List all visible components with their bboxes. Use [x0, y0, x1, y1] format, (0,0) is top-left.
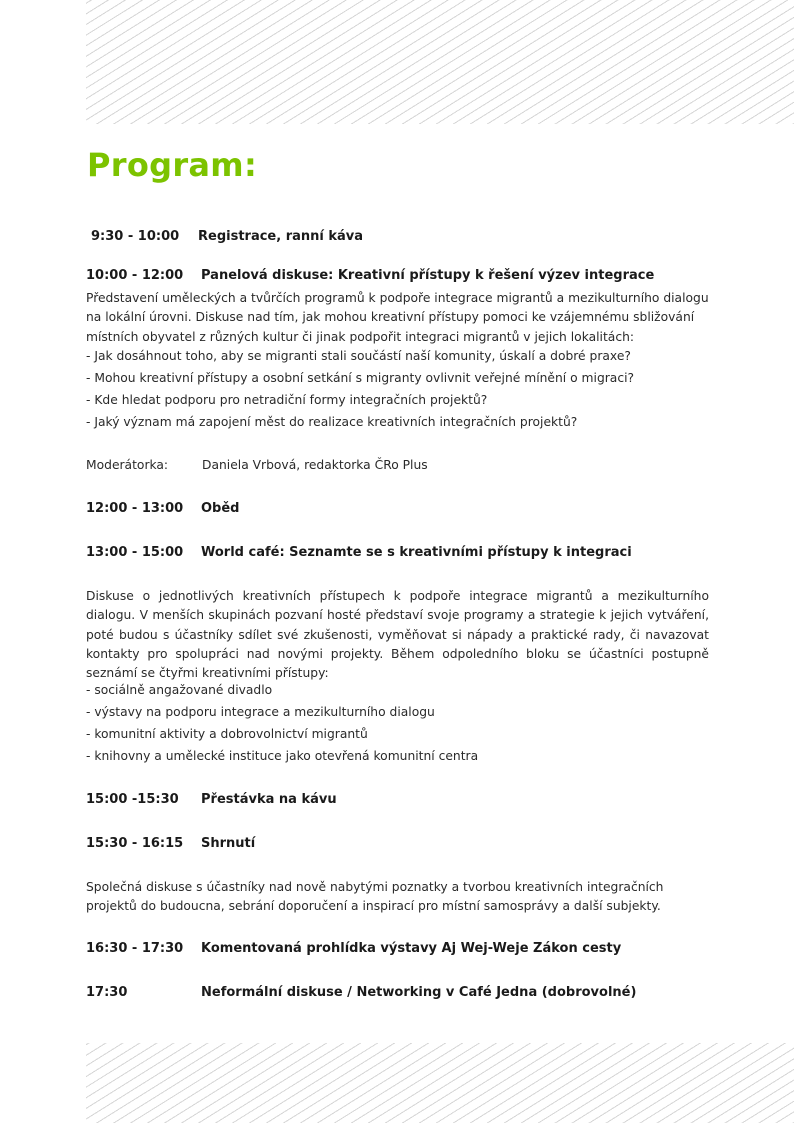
schedule-time: 15:00 -15:30 — [86, 792, 179, 807]
moderator-line — [86, 458, 428, 472]
schedule-time: 12:00 - 13:00 — [86, 501, 184, 516]
summary-description: Společná diskuse s účastníky nad nově nabytými poznatky a tvorbou kreativních integračních projektů do budoucna, sebrání doporučení a inspirací pro místní samosprávy a další subjekty. — [86, 880, 664, 914]
worldcafe-item: - výstavy na podporu integrace a mezikulturního dialogu — [86, 705, 435, 719]
schedule-time: 17:30 — [86, 985, 128, 1000]
schedule-label: Panelová diskuse: Kreativní přístupy k řešení výzev integrace — [201, 268, 655, 283]
schedule-time: 15:30 - 16:15 — [86, 836, 184, 851]
moderator-label: Moderátorka: — [86, 458, 169, 472]
schedule-label: Registrace, ranní káva — [198, 229, 364, 244]
schedule-label: Přestávka na kávu — [201, 792, 337, 807]
decorative-hatch-top — [86, 0, 794, 124]
decorative-hatch-bottom — [86, 1043, 794, 1123]
schedule-label: World café: Seznamte se s kreativními přístupy k integraci — [201, 545, 632, 560]
schedule-time: 13:00 - 15:00 — [86, 545, 184, 560]
schedule-time: 9:30 - 10:00 — [91, 229, 180, 244]
page-title: Program: — [87, 146, 258, 184]
worldcafe-item: - sociálně angažované divadlo — [86, 683, 273, 697]
panel-question: - Kde hledat podporu pro netradiční formy integračních projektů? — [86, 393, 488, 407]
panel-question: - Mohou kreativní přístupy a osobní setkání s migranty ovlivnit veřejné mínění o migraci? — [86, 371, 635, 385]
schedule-label: Neformální diskuse / Networking v Café Jedna (dobrovolné) — [201, 985, 637, 1000]
worldcafe-item: - knihovny a umělecké instituce jako otevřená komunitní centra — [86, 749, 479, 763]
panel-question: - Jaký význam má zapojení měst do realizace kreativních integračních projektů? — [86, 415, 578, 429]
schedule-label: Shrnutí — [201, 836, 256, 851]
schedule-label: Komentovaná prohlídka výstavy Aj Wej-Weje Zákon cesty — [201, 941, 622, 956]
worldcafe-item: - komunitní aktivity a dobrovolnictví migrantů — [86, 727, 368, 741]
moderator-name: Daniela Vrbová, redaktorka ČRo Plus — [202, 458, 428, 472]
schedule-time: 10:00 - 12:00 — [86, 268, 184, 283]
panel-question: - Jak dosáhnout toho, aby se migranti stali součástí naší komunity, úskalí a dobré praxe? — [86, 349, 631, 363]
panel-description: Představení uměleckých a tvůrčích programů k podpoře integrace migrantů a mezikulturního dialogu na lokální úrovni. Diskuse nad tím, jak mohou kreativní přístupy pomoci ke vzájemnému sbližování místních obyvatel z různých kultur či jinak podpořit integraci migrantů v jejich lokalitách: — [86, 291, 709, 344]
worldcafe-description: Diskuse o jednotlivých kreativních přístupech k podpoře integrace migrantů a mezikulturního dialogu. V menších skupinách pozvaní hosté představí svoje programy a strategie k jejich vytváření, poté budou s účastníky sdílet své zkušenosti, vyměňovat si nápady a praktické rady, či navazovat kontakty pro spolupráci nad novými projekty. Během odpoledního bloku se účastníci postupně seznámí se čtyřmi kreativními přístupy: — [86, 589, 709, 681]
schedule-label: Oběd — [201, 501, 240, 516]
schedule-time: 16:30 - 17:30 — [86, 941, 184, 956]
